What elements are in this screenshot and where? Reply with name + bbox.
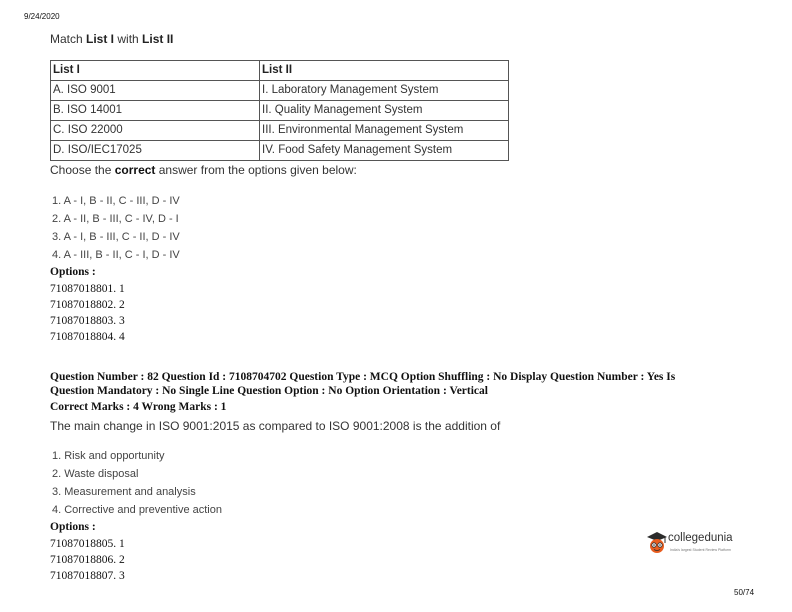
table-cell: C. ISO 22000 (51, 121, 260, 141)
list-item: 71087018803. 3 (50, 315, 125, 327)
list-item: 2. Waste disposal (52, 468, 139, 480)
list-item: 2. A - II, B - III, C - IV, D - I (52, 213, 179, 225)
meta-line: Question Mandatory : No Single Line Question Option : No Option Orientation : Vertical (50, 385, 488, 397)
list-item: 71087018804. 4 (50, 331, 125, 343)
collegedunia-logo (646, 530, 756, 560)
graduate-mascot-icon (646, 530, 668, 558)
table-cell: I. Laboratory Management System (260, 81, 509, 101)
table-cell: B. ISO 14001 (51, 101, 260, 121)
table-row (51, 121, 509, 141)
intro-list1: List I (86, 32, 115, 46)
choose-prefix: Choose the (50, 163, 115, 177)
choose-instruction (50, 163, 357, 177)
marks-line: Correct Marks : 4 Wrong Marks : 1 (50, 401, 227, 413)
table-header-cell: List II (260, 61, 509, 81)
list-item: 71087018801. 1 (50, 283, 125, 295)
list-item: 1. A - I, B - II, C - III, D - IV (52, 195, 180, 207)
table-row (51, 81, 509, 101)
list-item: 4. A - III, B - II, C - I, D - IV (52, 249, 180, 261)
meta-line: Question Number : 82 Question Id : 7108704702 Question Type : MCQ Option Shuffling : No Display Question Number : Yes Is (50, 371, 676, 383)
question-intro (50, 32, 173, 46)
print-date: 9/24/2020 (24, 12, 60, 21)
table-cell: II. Quality Management System (260, 101, 509, 121)
question-meta (50, 370, 750, 414)
intro-prefix: Match (50, 32, 87, 46)
logo-wordmark: collegedunia (668, 532, 733, 544)
list-item: 3. A - I, B - III, C - II, D - IV (52, 231, 180, 243)
table-header-cell: List I (51, 61, 260, 81)
q2-options-heading: Options : (50, 521, 96, 533)
list-item: 4. Corrective and preventive action (52, 504, 222, 516)
list-item: 1. Risk and opportunity (52, 450, 165, 462)
q2-answer-list (52, 447, 222, 519)
table-row (51, 101, 509, 121)
match-table (50, 60, 509, 161)
choose-suffix: answer from the options given below: (155, 163, 357, 177)
table-row (51, 141, 509, 161)
table-cell: III. Environmental Management System (260, 121, 509, 141)
table-cell: IV. Food Safety Management System (260, 141, 509, 161)
logo-tagline: India's largest Student Review Platform (670, 548, 731, 552)
table-header-row (51, 61, 509, 81)
question-text: The main change in ISO 9001:2015 as compared to ISO 9001:2008 is the addition of (50, 419, 501, 433)
list-item: 3. Measurement and analysis (52, 486, 196, 498)
intro-with: with (114, 32, 143, 46)
choose-bold: correct (114, 163, 156, 177)
q1-options-list (50, 281, 125, 345)
q1-answer-list (52, 192, 180, 264)
q2-options-list (50, 536, 125, 584)
q1-options-heading: Options : (50, 266, 96, 278)
list-item: 71087018802. 2 (50, 299, 125, 311)
list-item: 71087018805. 1 (50, 538, 125, 550)
intro-list2: List II (142, 32, 174, 46)
table-cell: A. ISO 9001 (51, 81, 260, 101)
table-cell: D. ISO/IEC17025 (51, 141, 260, 161)
page-number: 50/74 (734, 588, 755, 597)
list-item: 71087018807. 3 (50, 570, 125, 582)
list-item: 71087018806. 2 (50, 554, 125, 566)
